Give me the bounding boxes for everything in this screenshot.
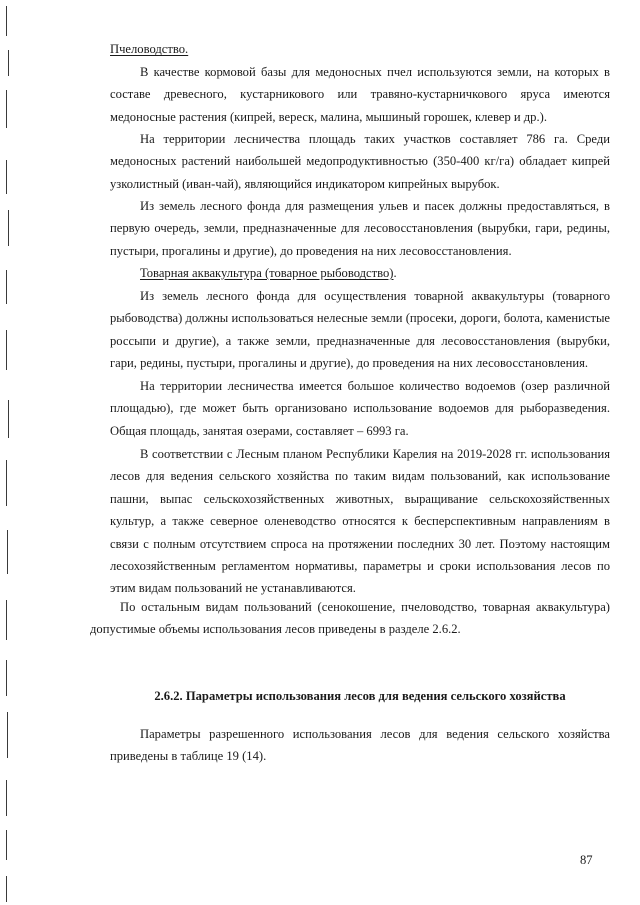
paragraph-beekeeping-forage: В качестве кормовой базы для медоносных пчел используются земли, на которых в составе древесного, кустарникового или травяно-кустарничкового яруса имеются медоносные растения (кипрей, вереск, малина, мышиный горошек, клевер и др.). <box>110 65 610 124</box>
paragraph-beekeeping-lands: Из земель лесного фонда для размещения ульев и пасек должны предоставляться, в первую очередь, земли, предназначенные для лесовосстановления (вырубки, гари, редины, пустыри, прогалины и другие), до проведения на них лесовосстановления. <box>110 199 610 258</box>
binding-margin-marks <box>0 0 26 905</box>
section-title-aquaculture-period: . <box>393 266 397 280</box>
page-number: 87 <box>580 853 593 867</box>
section-heading-2-6-2: 2.6.2. Параметры использования лесов для ведения сельского хозяйства <box>154 689 566 703</box>
section-title-aquaculture-text: Товарная аквакультура (товарное рыбоводство) <box>140 266 394 280</box>
paragraph-beekeeping-area: На территории лесничества площадь таких участков составляет 786 га. Среди медоносных растений наибольшей медопродуктивностью (350-400 кг/га) обладает кипрей узколистный (иван-чай), являющийся индикатором кипрейных вырубок. <box>110 132 610 191</box>
paragraph-params-table-ref: Параметры разрешенного использования лесов для ведения сельского хозяйства приведены в таблице 19 (14). <box>110 727 610 764</box>
paragraph-aquaculture-lands: Из земель лесного фонда для осуществления товарной аквакультуры (товарного рыбоводства) должны использоваться нелесные земли (просеки, дороги, болота, каменистые россыпи и другие), а также земли, предназначенные для лесовосстановления (вырубки, гари, редины, пустыри, прогалины и другие), до проведения на них лесовосстановления. <box>110 289 610 371</box>
paragraph-other-uses: По остальным видам пользований (сенокошение, пчеловодство, товарная аквакультура) допустимые объемы использования лесов приведены в разделе 2.6.2. <box>90 600 610 637</box>
paragraph-forest-plan: В соответствии с Лесным планом Республики Карелия на 2019-2028 гг. использования лесов для ведения сельского хозяйства по таким видам пользований, как использование пашни, выпас сельскохозяйственных животных, выращивание сельскохозяйственных культур, а также северное оленеводство относятся к бесперспективным направлениям в связи с полным отсутствием спроса на протяжении последних 30 лет. Поэтому настоящим лесохозяйственным регламентом нормативы, параметры и сроки использования лесов по этим видам пользований не устанавливаются. <box>110 447 610 596</box>
paragraph-aquaculture-lakes: На территории лесничества имеется большое количество водоемов (озер различной площадью), где может быть организовано использование водоемов для рыборазведения. Общая площадь, занятая озерами, составляет – 6993 га. <box>110 379 610 438</box>
section-title-beekeeping: Пчеловодство. <box>110 42 189 56</box>
section-title-aquaculture <box>110 262 610 284</box>
